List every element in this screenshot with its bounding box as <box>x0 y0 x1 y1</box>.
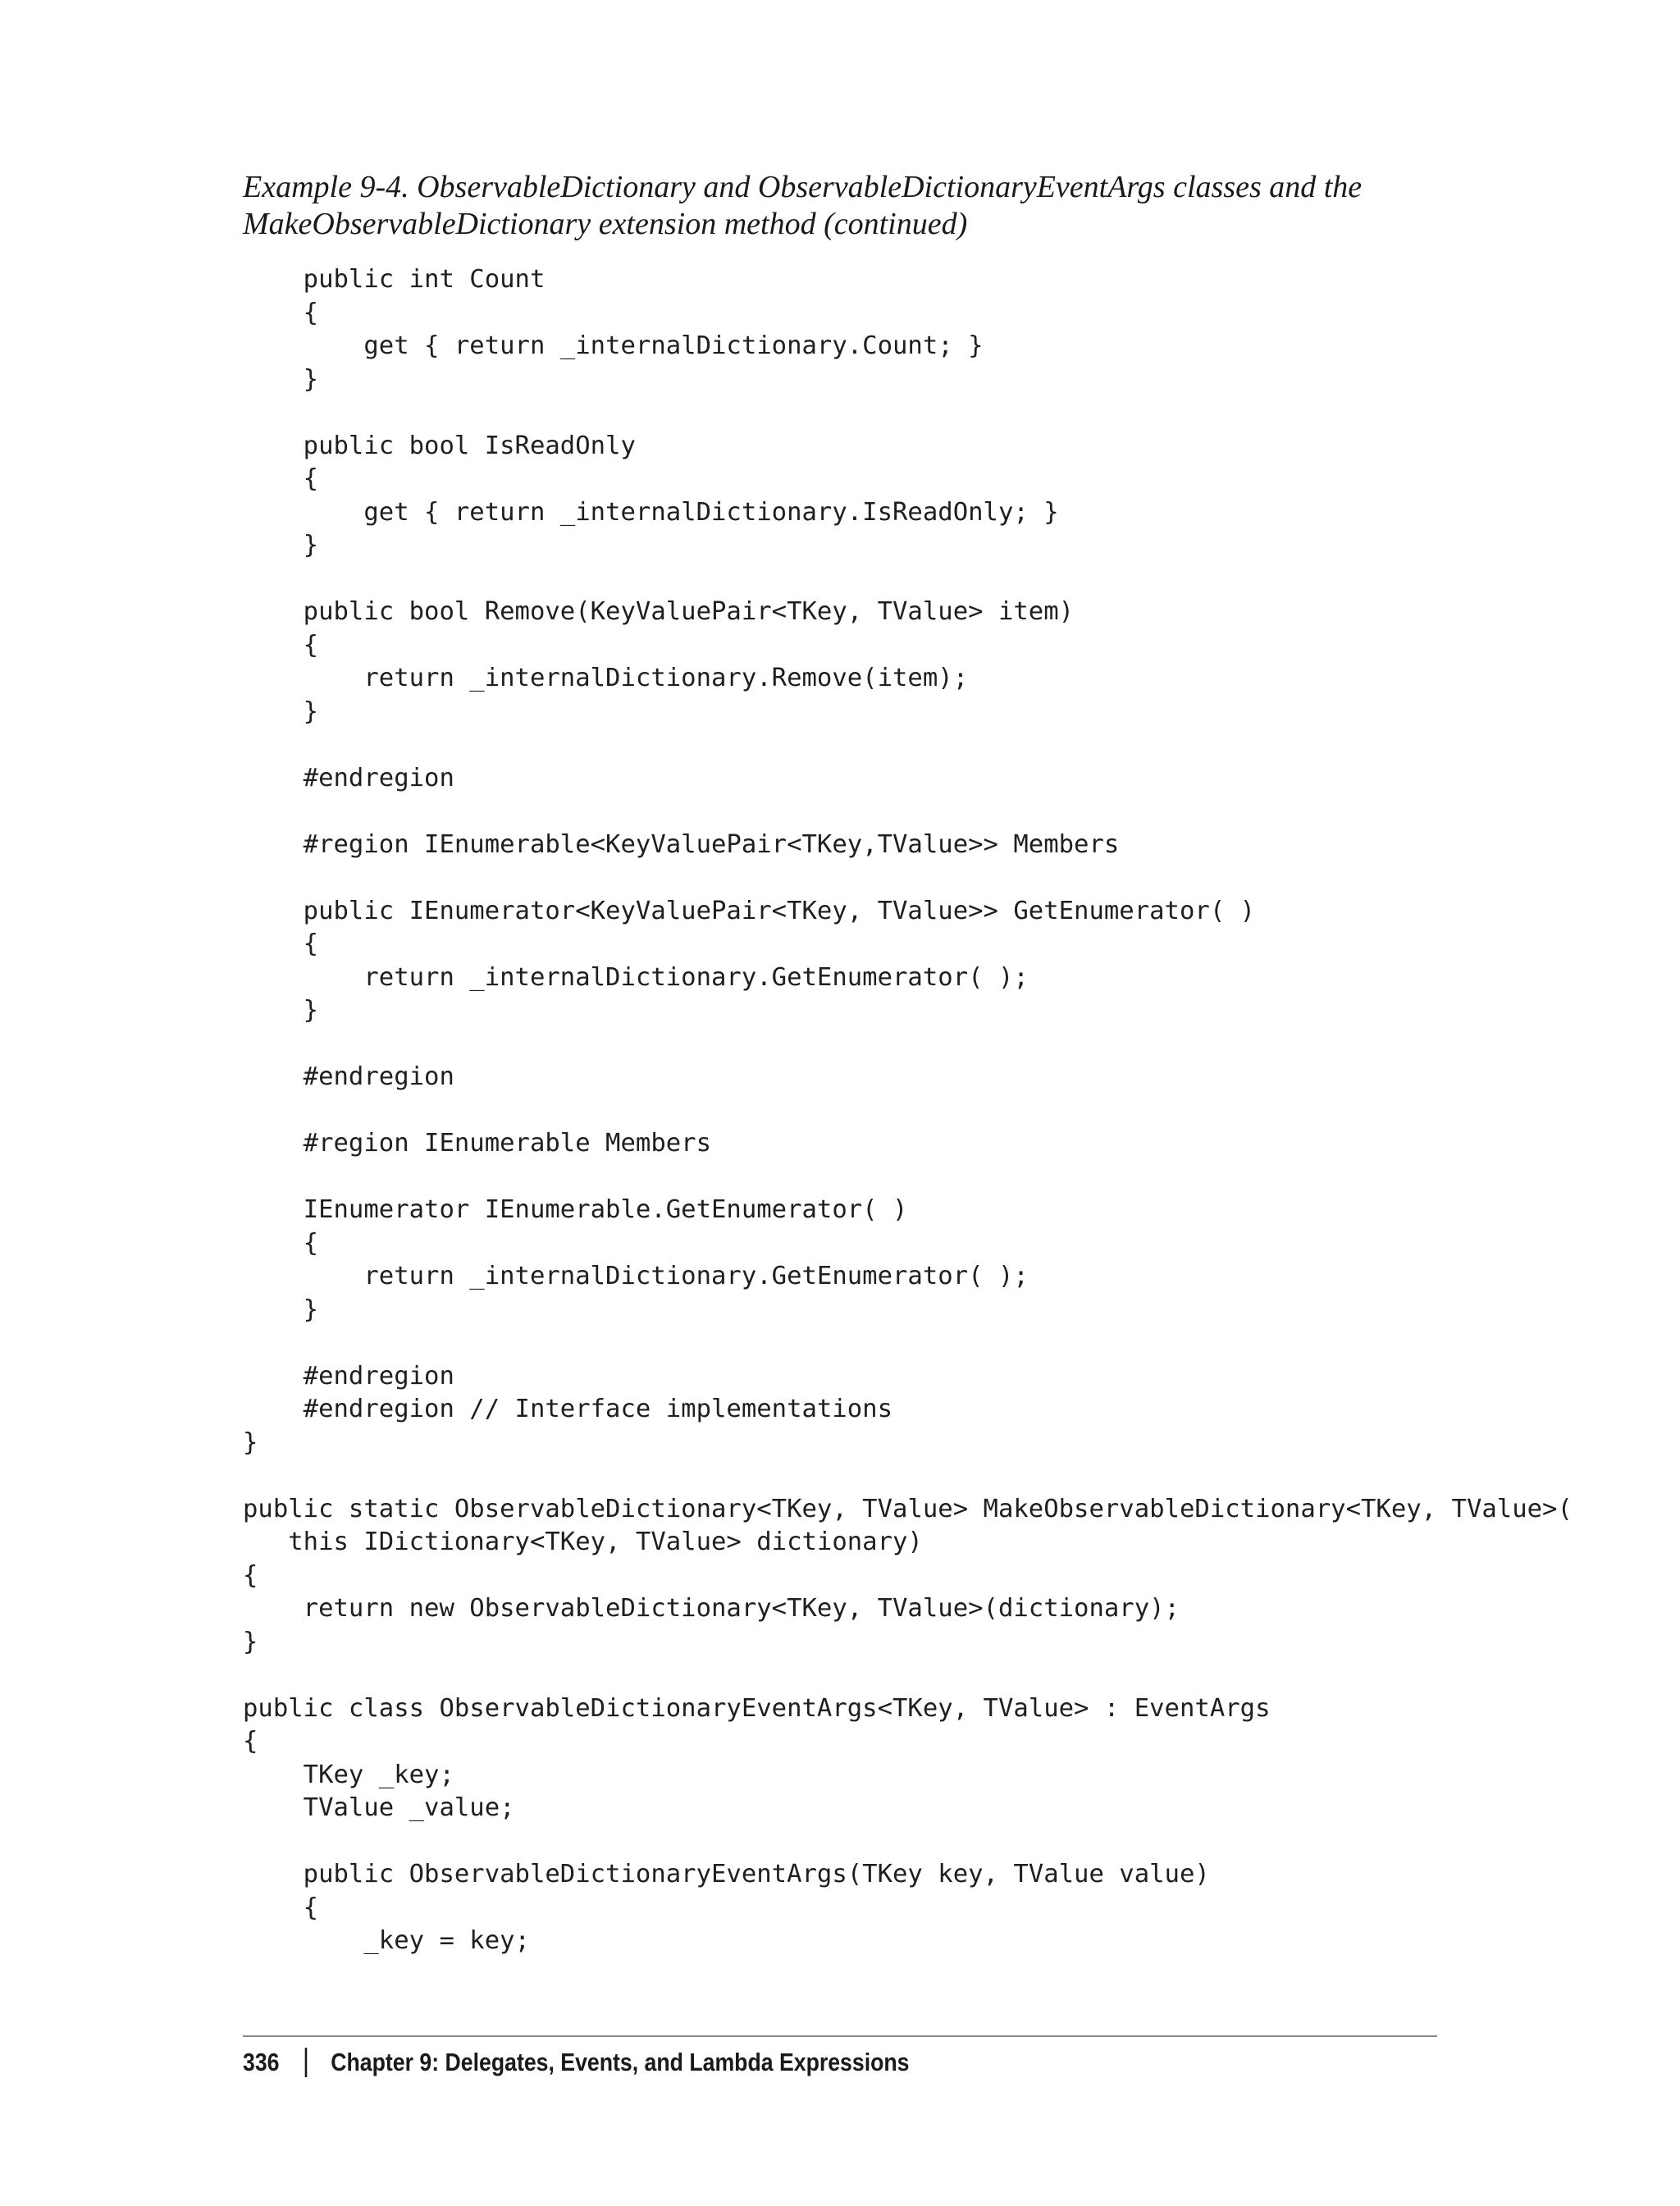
code-line: #endregion <box>243 763 454 792</box>
code-line: { <box>243 1727 258 1756</box>
code-line: { <box>243 1893 319 1922</box>
code-line: get { return _internalDictionary.Count; } <box>243 331 984 360</box>
code-line: } <box>243 1427 258 1457</box>
code-line: public ObservableDictionaryEventArgs(TKey key, TValue value) <box>243 1860 1210 1889</box>
code-line <box>243 861 1573 895</box>
code-line: } <box>243 364 319 394</box>
code-line: { <box>243 1228 319 1258</box>
code-line: } <box>243 697 319 726</box>
code-line: #endregion <box>243 1062 454 1091</box>
code-line: _key = key; <box>243 1926 530 1955</box>
chapter-title: Chapter 9: Delegates, Events, and Lambda Expressions <box>331 2048 910 2076</box>
code-line: } <box>243 531 319 559</box>
code-line <box>243 1028 1573 1062</box>
code-line: { <box>243 298 319 327</box>
code-line: TKey _key; <box>243 1760 454 1789</box>
code-line: #endregion // Interface implementations <box>243 1395 893 1423</box>
code-line: } <box>243 1295 319 1324</box>
code-line <box>243 563 1573 596</box>
code-line: public IEnumerator<KeyValuePair<TKey, TValue>> GetEnumerator( ) <box>243 896 1256 925</box>
code-line: { <box>243 464 319 493</box>
code-line: return _internalDictionary.Remove(item); <box>243 664 969 692</box>
code-line <box>243 1327 1573 1360</box>
code-line: } <box>243 996 319 1025</box>
caption-line-1: Example 9-4. ObservableDictionary and ObservableDictionaryEventArgs classes and the <box>243 170 1363 204</box>
code-line: #region IEnumerable Members <box>243 1129 711 1158</box>
code-line <box>243 728 1573 762</box>
code-line: TValue _value; <box>243 1793 515 1822</box>
code-line: #region IEnumerable<KeyValuePair<TKey,TValue>> Members <box>243 829 1120 859</box>
example-caption <box>243 169 1440 243</box>
code-line: } <box>243 1627 258 1656</box>
code-line: #endregion <box>243 1361 454 1391</box>
page-number: 336 <box>243 2048 280 2076</box>
code-line: public bool IsReadOnly <box>243 431 636 460</box>
footer-rule <box>243 2035 1437 2037</box>
code-line: return new ObservableDictionary<TKey, TValue>(dictionary); <box>243 1594 1180 1623</box>
footer-separator <box>304 2048 307 2077</box>
code-line: IEnumerator IEnumerable.GetEnumerator( ) <box>243 1195 908 1224</box>
page-footer <box>243 2046 910 2079</box>
code-line: return _internalDictionary.GetEnumerator( ); <box>243 1262 1029 1290</box>
code-line: { <box>243 1560 258 1590</box>
code-line: public class ObservableDictionaryEventArgs<TKey, TValue> : EventArgs <box>243 1693 1271 1723</box>
code-line <box>243 396 1573 430</box>
code-line <box>243 1659 1573 1692</box>
code-line: public static ObservableDictionary<TKey, TValue> MakeObservableDictionary<TKey, TValue>( <box>243 1494 1573 1523</box>
code-line: return _internalDictionary.GetEnumerator( ); <box>243 962 1029 992</box>
code-line <box>243 795 1573 829</box>
code-line: { <box>243 630 319 660</box>
code-line: public bool Remove(KeyValuePair<TKey, TValue> item) <box>243 597 1075 626</box>
code-listing <box>243 263 1573 1958</box>
code-line: { <box>243 929 319 958</box>
code-line: get { return _internalDictionary.IsReadOnly; } <box>243 497 1059 527</box>
code-line: public int Count <box>243 265 546 294</box>
code-line: this IDictionary<TKey, TValue> dictionary) <box>243 1528 923 1556</box>
code-line <box>243 1161 1573 1194</box>
code-line <box>243 1094 1573 1128</box>
caption-line-2: MakeObservableDictionary extension method (continued) <box>243 207 968 241</box>
code-line <box>243 1825 1573 1859</box>
code-line <box>243 1459 1573 1493</box>
